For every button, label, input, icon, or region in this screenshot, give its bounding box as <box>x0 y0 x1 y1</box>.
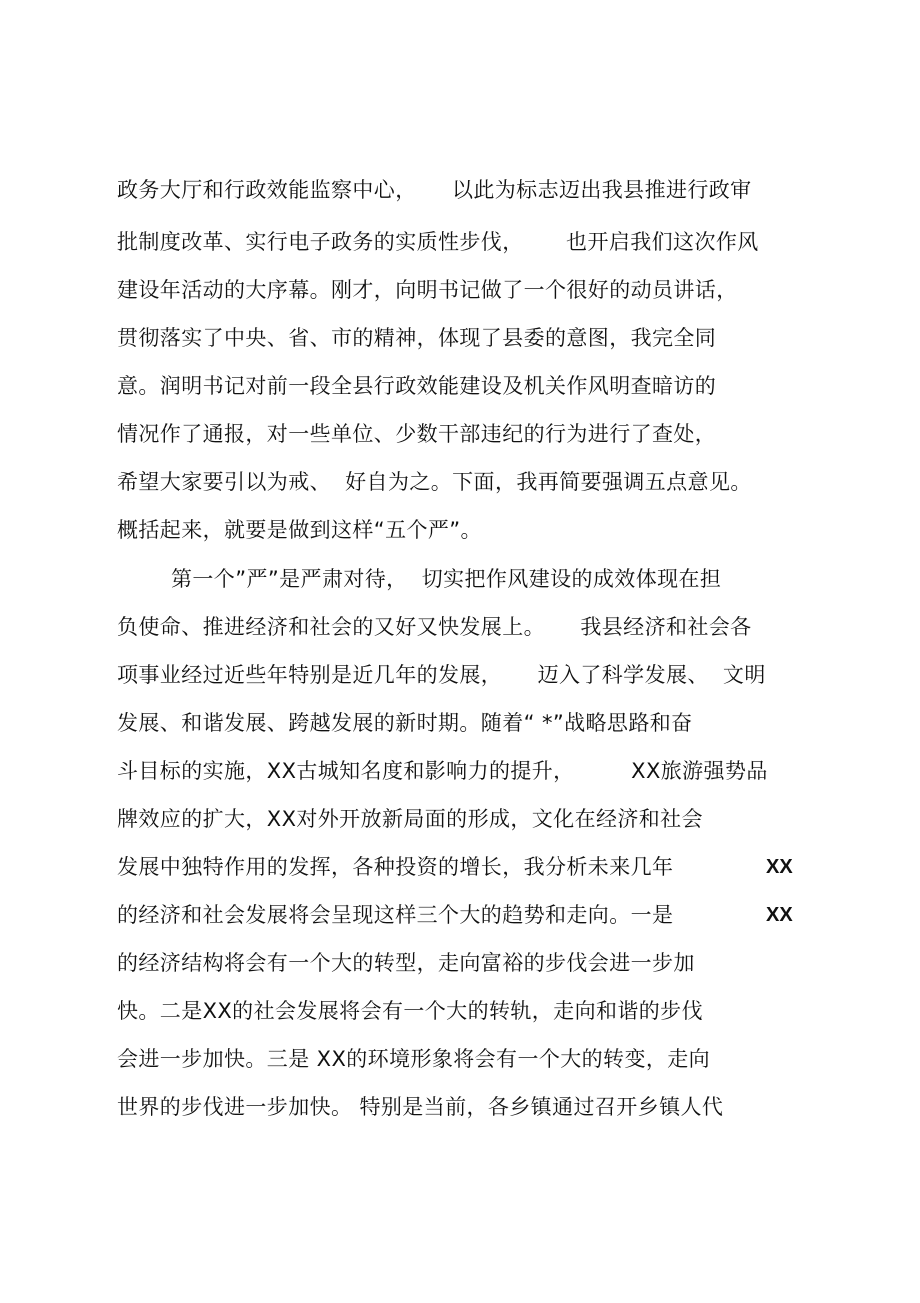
text-line: 斗目标的实施，XX古城知名度和影响力的提升， XX旅游强势品 <box>117 759 768 783</box>
text-line: 会进一步加快。三是 XX的环境形象将会有一个大的转变，走向 <box>117 1047 711 1071</box>
text-fragment-xx: XX <box>766 904 793 926</box>
text-line: 的经济和社会发展将会呈现这样三个大的趋势和走向。一是 <box>117 903 674 927</box>
text-fragment-xx: XX <box>766 856 793 878</box>
text-line: 项事业经过近些年特别是近几年的发展， 迈入了科学发展、 文明 <box>117 663 766 687</box>
text-line: 发展中独特作用的发挥，各种投资的增长，我分析未来几年 <box>117 855 674 879</box>
text-line: 负使命、推进经济和社会的又好又快发展上。 我县经济和社会各 <box>117 615 752 639</box>
text-line: 快。二是XX的社会发展将会有一个大的转轨，走向和谐的步伐 <box>117 999 703 1023</box>
paragraph-first-line: 第一个”严”是严肃对待， 切实把作风建设的成效体现在担 <box>171 567 722 591</box>
text-line: 意。润明书记对前一段全县行政效能建设及机关作风明查暗访的 <box>117 374 717 398</box>
text-line: 批制度改革、实行电子政务的实质性步伐， 也开启我们这次作风 <box>117 230 759 254</box>
text-line: 建设年活动的大序幕。刚才，向明书记做了一个很好的动员讲话， <box>117 278 738 302</box>
text-line: 情况作了通报，对一些单位、少数干部违纪的行为进行了查处， <box>117 422 717 446</box>
text-line: 概括起来，就要是做到这样“五个严”。 <box>117 518 482 542</box>
text-line: 政务大厅和行政效能监察中心， 以此为标志迈出我县推进行政审 <box>117 178 752 202</box>
text-line: 发展、和谐发展、跨越发展的新时期。随着“ *”战略思路和奋 <box>117 711 693 735</box>
text-line: 的经济结构将会有一个大的转型，走向富裕的步伐会进一步加 <box>117 951 695 975</box>
text-line: 希望大家要引以为戒、 好自为之。下面，我再简要强调五点意见。 <box>117 470 752 494</box>
text-line: 牌效应的扩大，XX对外开放新局面的形成，文化在经济和社会 <box>117 807 703 831</box>
text-line: 贯彻落实了中央、省、市的精神，体现了县委的意图，我完全同 <box>117 326 717 350</box>
text-line: 世界的步伐进一步加快。 特别是当前，各乡镇通过召开乡镇人代 <box>117 1095 724 1119</box>
